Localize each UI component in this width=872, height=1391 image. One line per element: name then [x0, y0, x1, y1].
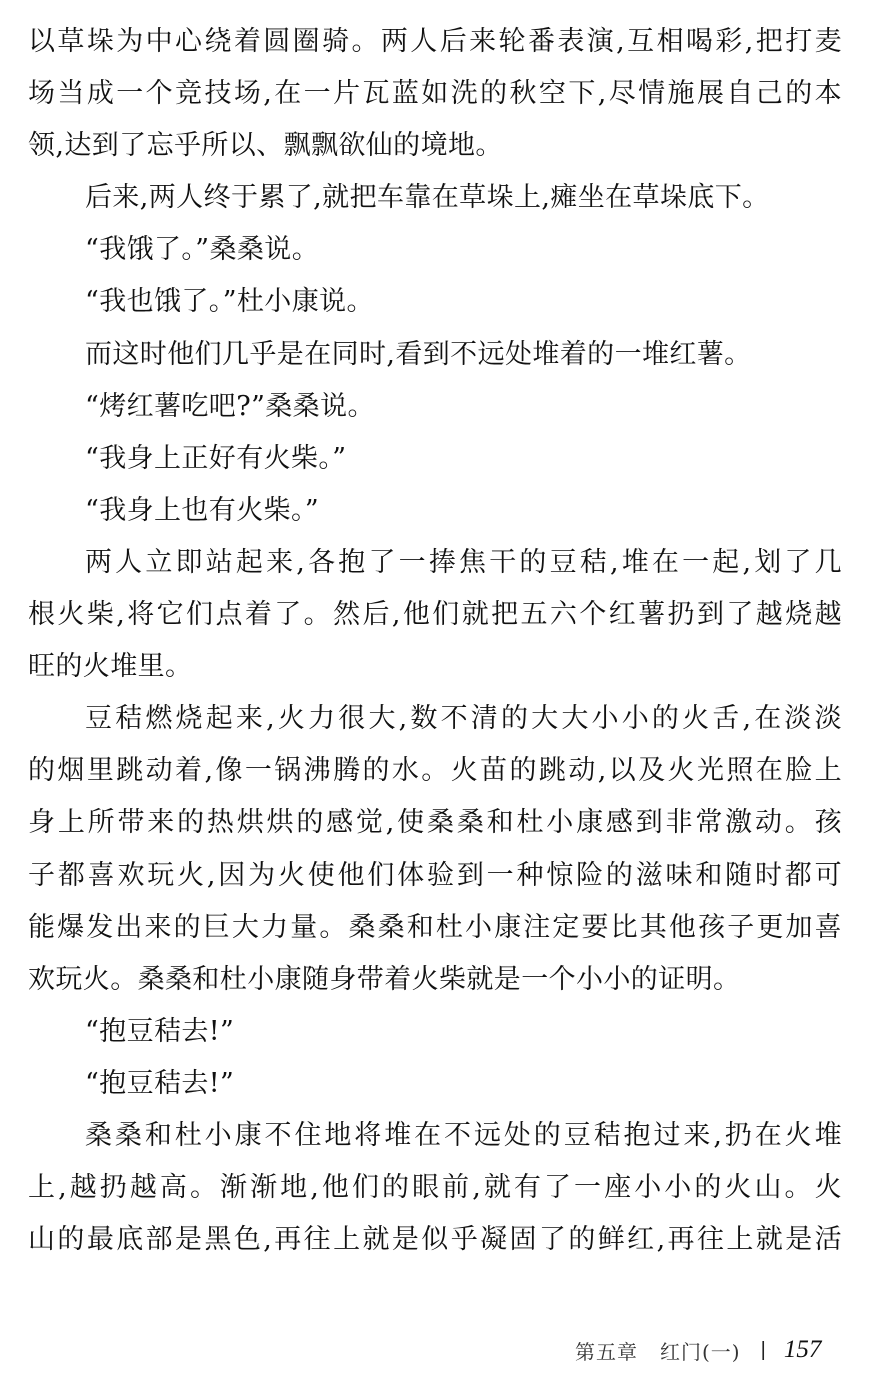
footer-separator: | [760, 1338, 766, 1361]
paragraph-start: 桑桑和杜小康不住地将堆在不远处的豆秸抱过来,扔在火堆 [85, 1119, 842, 1151]
text-line: 根火柴,将它们点着了。然后,他们就把五六个红薯扔到了越烧越 [28, 599, 842, 631]
paragraph-start: 而这时他们几乎是在同时,看到不远处堆着的一堆红薯。 [85, 338, 752, 370]
text-line: 子都喜欢玩火,因为火使他们体验到一种惊险的滋味和随时都可 [28, 859, 842, 891]
dialogue-line: “我身上也有火柴。” [85, 494, 320, 526]
text-line: 以草垛为中心绕着圆圈骑。两人后来轮番表演,互相喝彩,把打麦 [28, 26, 842, 57]
dialogue-line: “我也饿了。”杜小康说。 [85, 286, 374, 318]
text-line: 能爆发出来的巨大力量。桑桑和杜小康注定要比其他孩子更加喜 [28, 911, 842, 943]
text-line: 身上所带来的热烘烘的感觉,使桑桑和杜小康感到非常激动。孩 [28, 807, 842, 839]
paragraph-start: 两人立即站起来,各抱了一捧焦干的豆秸,堆在一起,划了几 [85, 546, 842, 578]
chapter-title: 红门(一) [660, 1339, 741, 1364]
dialogue-line: “抱豆秸去!” [85, 1015, 235, 1047]
paragraph-start: 豆秸燃烧起来,火力很大,数不清的大大小小的火舌,在淡淡 [85, 703, 842, 735]
text-line: 山的最底部是黑色,再往上就是似乎凝固了的鲜红,再往上就是活 [28, 1224, 842, 1256]
text-line: 欢玩火。桑桑和杜小康随身带着火柴就是一个小小的证明。 [28, 963, 741, 995]
dialogue-line: “抱豆秸去!” [85, 1067, 235, 1099]
page-body [28, 16, 842, 1266]
dialogue-line: “烤红薯吃吧?”桑桑说。 [85, 390, 375, 422]
page-number: 157 [783, 1336, 822, 1363]
paragraph-start: 后来,两人终于累了,就把车靠在草垛上,瘫坐在草垛底下。 [85, 182, 770, 214]
chapter-label: 第五章 [575, 1339, 638, 1364]
dialogue-line: “我身上正好有火柴。” [85, 442, 347, 474]
page-footer [575, 1330, 843, 1370]
dialogue-line: “我饿了。”桑桑说。 [85, 234, 320, 266]
text-line: 的烟里跳动着,像一锅沸腾的水。火苗的跳动,以及火光照在脸上 [28, 755, 842, 787]
text-line: 上,越扔越高。渐渐地,他们的眼前,就有了一座小小的火山。火 [28, 1172, 842, 1204]
text-line: 场当成一个竞技场,在一片瓦蓝如洗的秋空下,尽情施展自己的本 [28, 78, 842, 110]
text-line: 旺的火堆里。 [28, 651, 193, 683]
text-line: 领,达到了忘乎所以、飘飘欲仙的境地。 [28, 130, 503, 162]
